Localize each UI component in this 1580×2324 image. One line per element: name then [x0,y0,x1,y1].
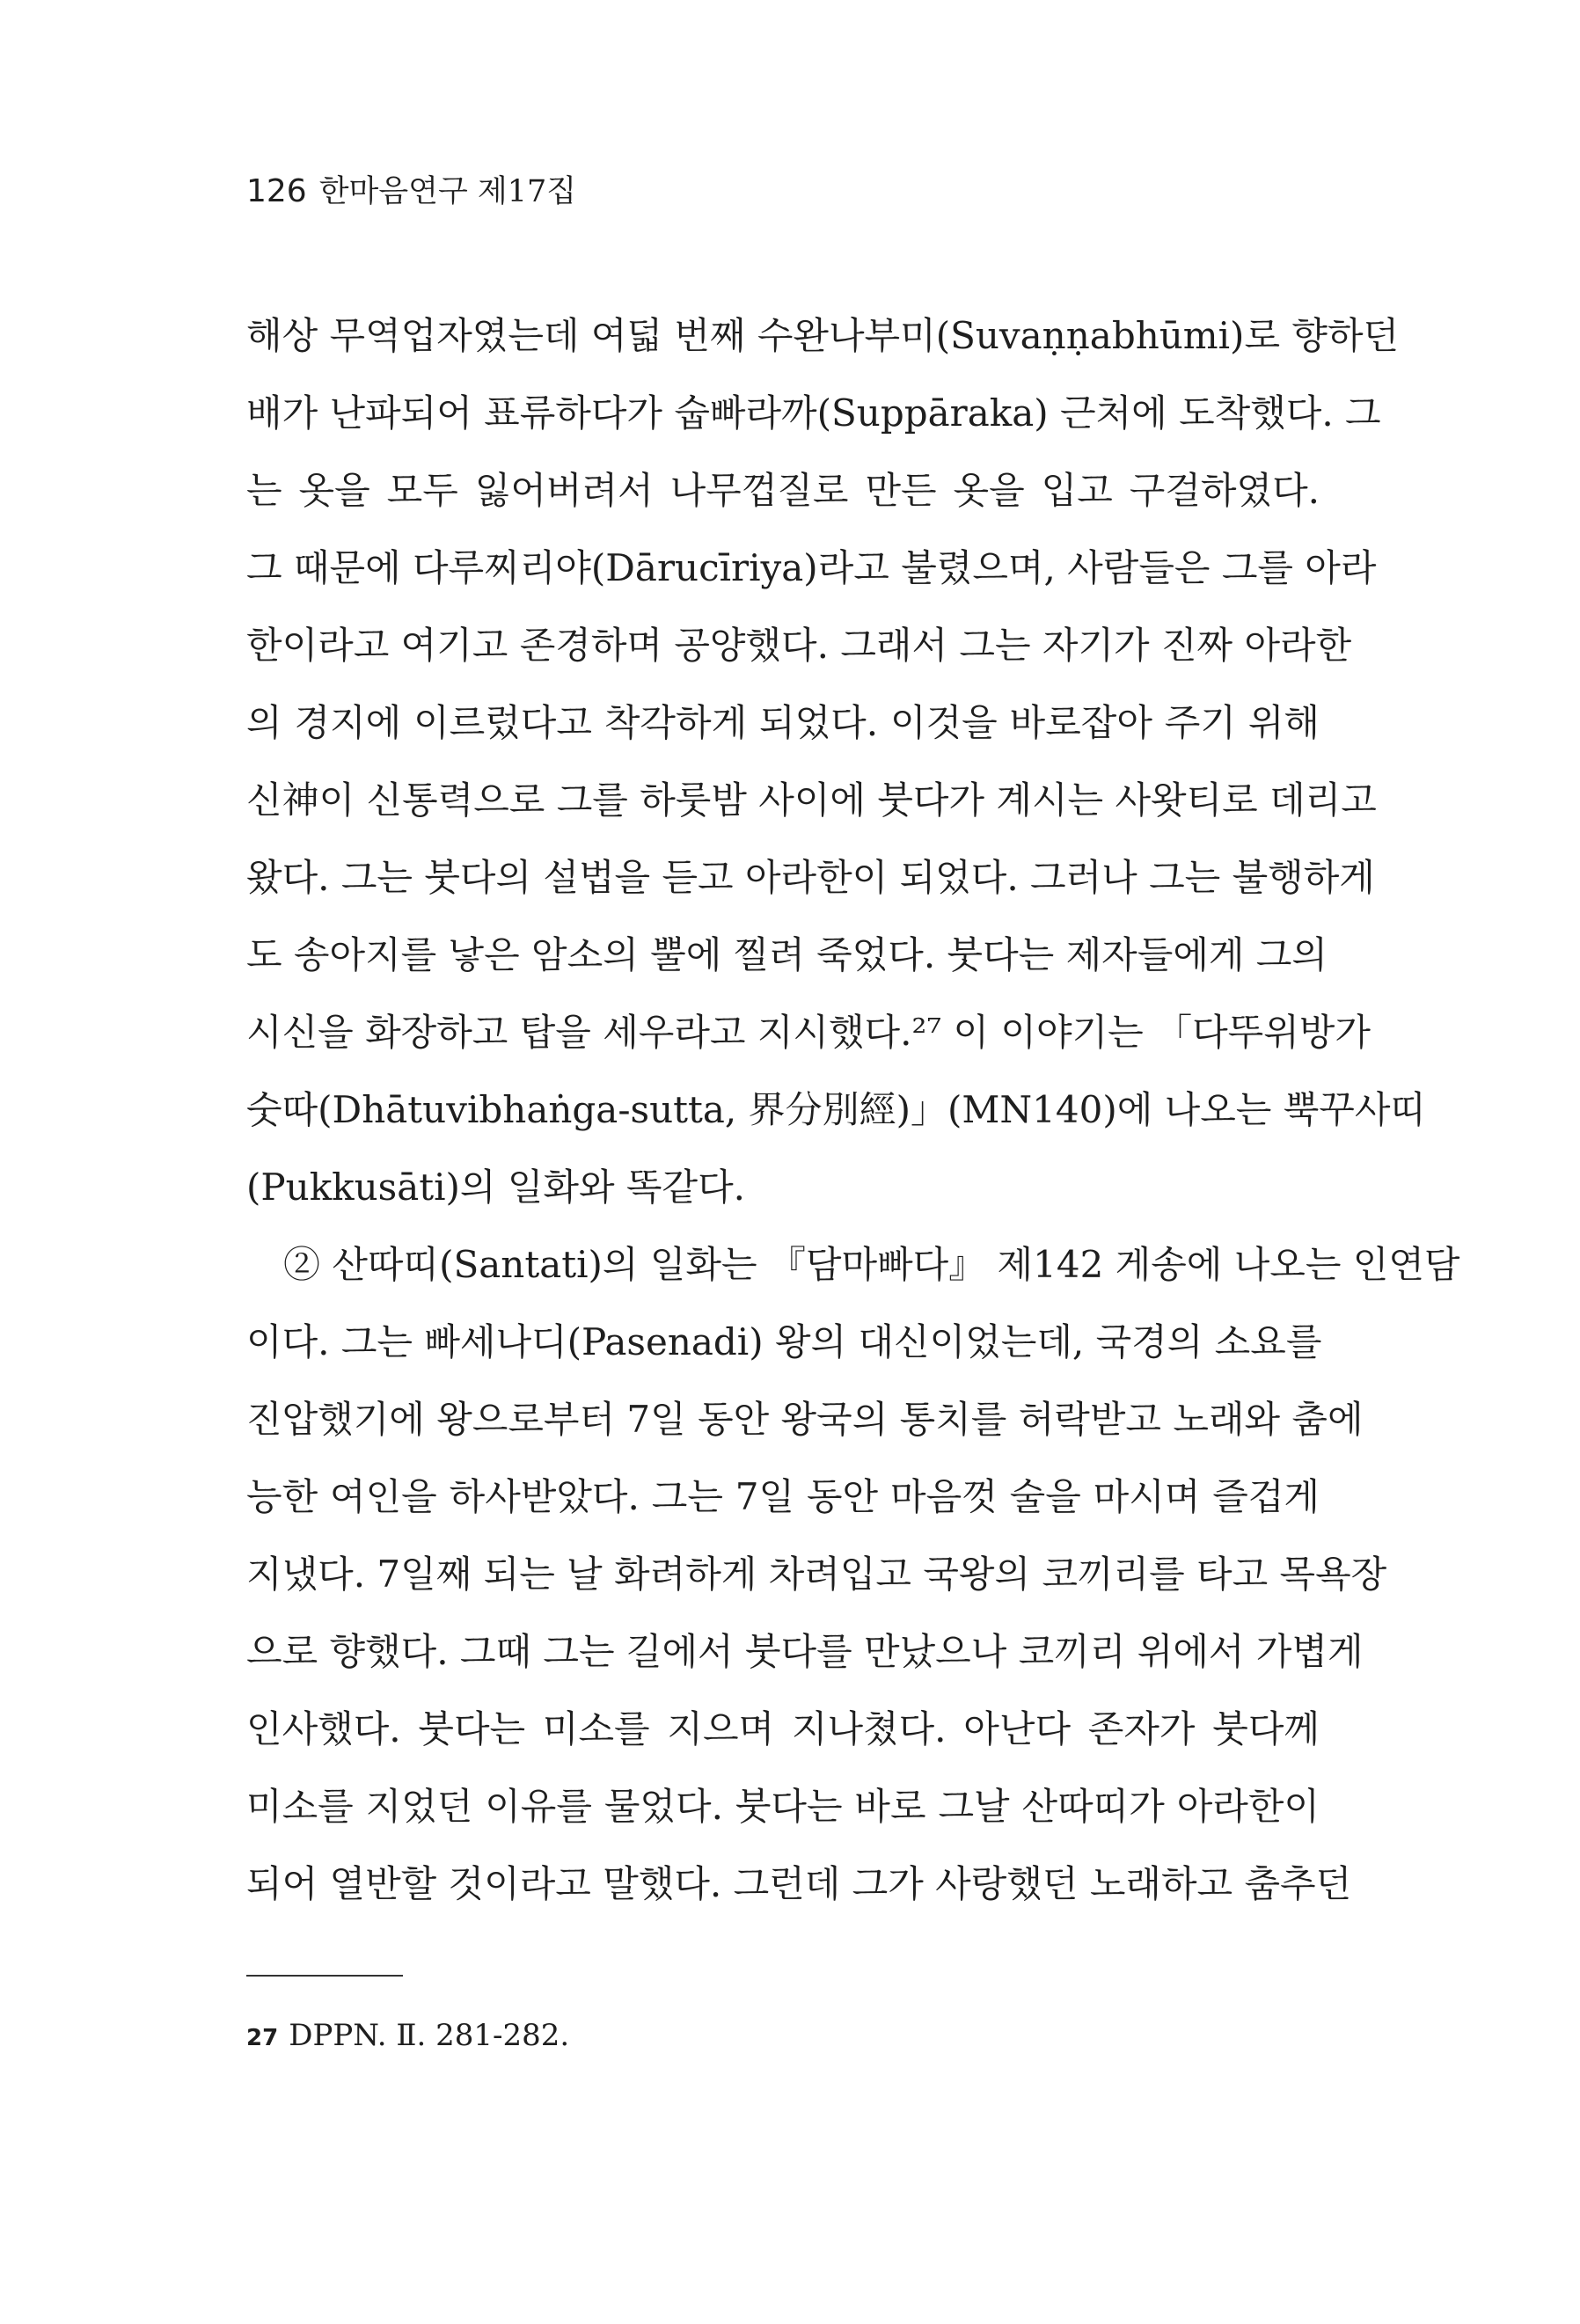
text-line: 시신을 화장하고 탑을 세우라고 지시했다.²⁷ 이 이야기는 「다뚜위방가 [246,1011,1371,1054]
text-line: 진압했기에 왕으로부터 7일 동안 왕국의 통치를 허락받고 노래와 춤에 [246,1398,1364,1441]
text-line: 도 송아지를 낳은 암소의 뿔에 찔려 죽었다. 붓다는 제자들에게 그의 [246,933,1328,976]
text-line: (Pukkusāti)의 일화와 똑같다. [246,1166,745,1209]
footnote-text: DPPN. Ⅱ. 281-282. [289,2018,570,2053]
text-line: 능한 여인을 하사받았다. 그는 7일 동안 마음껏 술을 마시며 즐겁게 [246,1475,1320,1518]
text-line: 되어 열반할 것이라고 말했다. 그런데 그가 사랑했던 노래하고 춤추던 [246,1862,1352,1905]
text-line: 의 경지에 이르렀다고 착각하게 되었다. 이것을 바로잡아 주기 위해 [246,701,1320,744]
text-line: 그 때문에 다루찌리야(Dārucīriya)라고 불렸으며, 사람들은 그를 아라 [246,546,1377,589]
text-line: 신神이 신통력으로 그를 하룻밤 사이에 붓다가 계시는 사왓티로 데리고 [246,778,1377,822]
text-line: 미소를 지었던 이유를 물었다. 붓다는 바로 그날 산따띠가 아라한이 [246,1785,1320,1828]
text-line: 는 옷을 모두 잃어버려서 나무껍질로 만든 옷을 입고 구걸하였다. [246,469,1320,512]
text-line: 왔다. 그는 붓다의 설법을 듣고 아라한이 되었다. 그러나 그는 불행하게 [246,856,1375,899]
footnote [246,2016,569,2057]
text-line: 지냈다. 7일째 되는 날 화려하게 차려입고 국왕의 코끼리를 타고 목욕장 [246,1553,1387,1596]
text-line: 으로 향했다. 그때 그는 길에서 붓다를 만났으나 코끼리 위에서 가볍게 [246,1630,1364,1673]
page-number: 126 [246,173,307,209]
text-line: 이다. 그는 빠세나디(Pasenadi) 왕의 대신이었는데, 국경의 소요를 [246,1320,1322,1363]
text-line: 숫따(Dhātuvibhaṅga-sutta, 界分別經)」(MN140)에 나오는 뿍꾸사띠 [246,1088,1426,1131]
body-text [246,297,1460,1923]
journal-title: 한마음연구 제17집 [318,174,577,209]
footnote-rule [246,1975,403,1977]
text-line: 해상 무역업자였는데 여덟 번째 수완나부미(Suvaṇṇabhūmi)로 향하던 [246,314,1400,357]
footnote-number: 27 [246,2025,279,2051]
text-line: 한이라고 여기고 존경하며 공양했다. 그래서 그는 자기가 진짜 아라한 [246,624,1352,667]
text-line: 배가 난파되어 표류하다가 숩빠라까(Suppāraka) 근처에 도착했다. 그 [246,391,1381,435]
text-line: 인사했다. 붓다는 미소를 지으며 지나쳤다. 아난다 존자가 붓다께 [246,1707,1320,1750]
running-head [246,172,576,211]
text-line: ② 산따띠(Santati)의 일화는 『담마빠다』 제142 게송에 나오는 인연담 [283,1243,1460,1286]
